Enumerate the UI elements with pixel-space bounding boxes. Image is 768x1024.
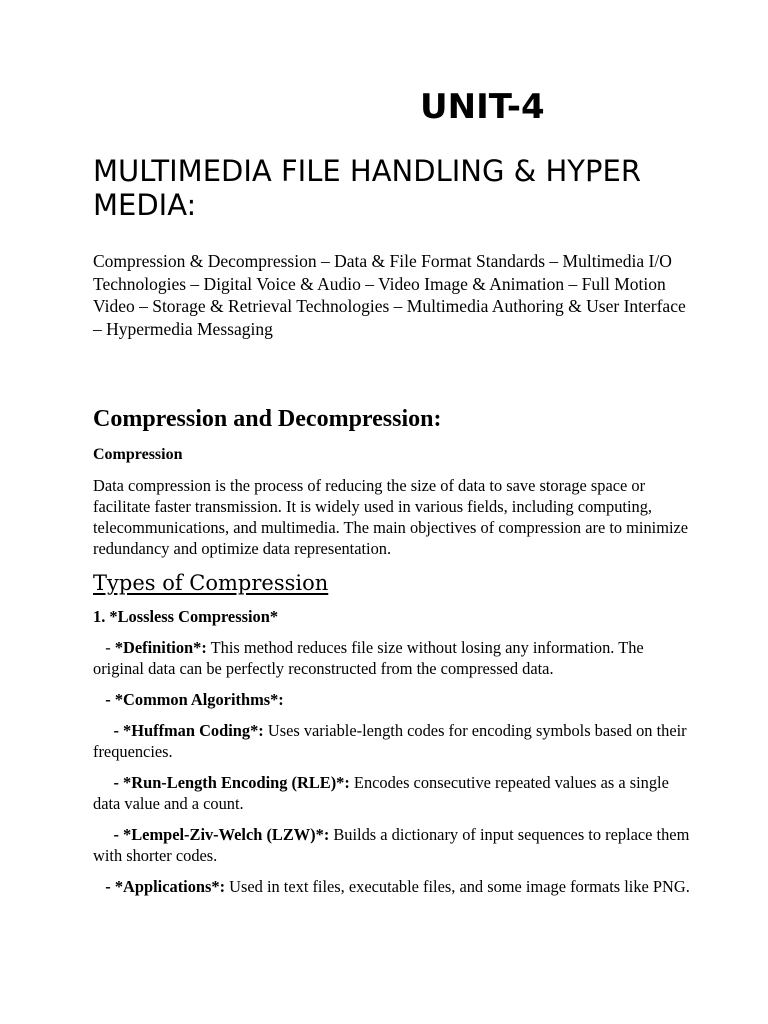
lzw-label: *Lempel-Ziv-Welch (LZW)*: [123,825,330,844]
unit-title: UNIT-4 [420,87,545,127]
lzw-text: Builds a dictionary of input sequences to replace them with shorter codes. [93,825,690,865]
common-algorithms-label: *Common Algorithms*: [114,690,284,709]
applications-text: Used in text files, executable files, and some image formats like PNG. [225,877,690,896]
common-algorithms-item [93,689,693,710]
compression-intro: Data compression is the process of reducing the size of data to save storage space or facilitate faster transmission. It is widely used in various fields, including computing, telecommunications, and multimedia. The main objectives of compression are to minimize redundancy and optimize data representation. [93,476,689,558]
huffman-coding-label: *Huffman Coding*: [123,721,264,740]
bullet-prefix: - [93,825,124,844]
compression-subheading: Compression [93,446,183,463]
bullet-prefix: - [93,721,124,740]
rle-text: Encodes consecutive repeated values as a single data value and a count. [93,773,669,813]
topics-list: Compression & Decompression – Data & File Format Standards – Multimedia I/O Technologies – Digital Voice & Audio – Video Image & Animation – Full Motion Video – Storage & Retrieval Technologies – Multimedia Authoring & User Interface – Hypermedia Messaging [93,251,686,339]
bullet-prefix: - [93,773,124,792]
applications-item [93,876,693,897]
lzw-item [93,824,693,866]
definition-text: This method reduces file size without losing any information. The original data can be perfectly reconstructed from the compressed data. [93,638,644,678]
lossless-compression-title: 1. *Lossless Compression* [93,607,279,626]
huffman-coding-item [93,720,693,762]
bullet-prefix: - [93,638,115,657]
definition-label: *Definition*: [114,638,207,657]
section-heading: Compression and Decompression: [93,406,442,432]
huffman-coding-text: Uses variable-length codes for encoding symbols based on their frequencies. [93,721,687,761]
types-of-compression-heading: Types of Compression [93,571,329,595]
rle-item [93,772,693,814]
bullet-prefix: - [93,690,115,709]
rle-label: *Run-Length Encoding (RLE)*: [123,773,350,792]
definition-item [93,637,693,679]
bullet-prefix: - [93,877,115,896]
main-heading: MULTIMEDIA FILE HANDLING & HYPER MEDIA: [93,154,641,222]
applications-label: *Applications*: [114,877,226,896]
